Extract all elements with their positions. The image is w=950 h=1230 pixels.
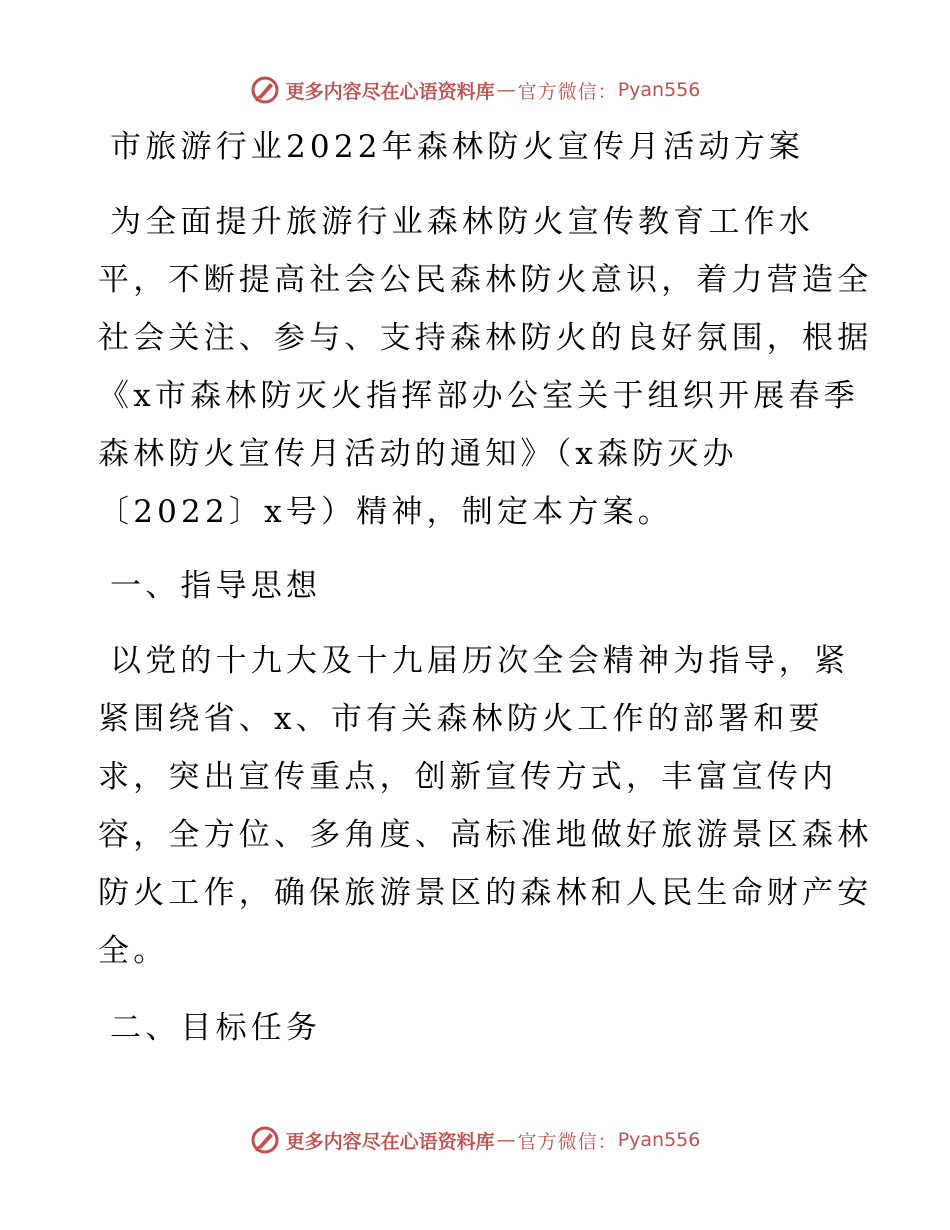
watermark-separator: — [496, 1129, 516, 1151]
page-title: 市旅游行业2022年森林防火宣传月活动方案 [110, 129, 805, 165]
intro-line-5: 森林防火宣传月活动的通知》（x森防灭办 [98, 436, 738, 472]
intro-line-2: 平，不断提高社会公民森林防火意识，着力营造全 [98, 262, 873, 298]
section1-line-2: 紧围绕省、x、市有关森林防火工作的部署和要 [98, 701, 824, 737]
watermark-official-label: 官方微信： [517, 1130, 618, 1153]
section-heading-guiding: 一、指导思想 [110, 568, 322, 604]
watermark-official-label: 官方微信： [517, 80, 618, 103]
watermark-wechat-id: Pyan556 [617, 79, 701, 101]
footer-watermark [0, 1120, 950, 1160]
header-watermark [0, 70, 950, 110]
section1-line-6: 全。 [98, 933, 169, 969]
quill-circle-icon [250, 75, 280, 105]
watermark-site-text: 更多内容尽在心语资料库 [285, 1130, 495, 1153]
section-heading-goals: 二、目标任务 [110, 1010, 322, 1046]
intro-line-1: 为全面提升旅游行业森林防火宣传教育工作水 [110, 204, 814, 240]
section1-line-5: 防火工作，确保旅游景区的森林和人民生命财产安 [98, 875, 873, 911]
watermark-wechat-id: Pyan556 [617, 1129, 701, 1151]
intro-line-3: 社会关注、参与、支持森林防火的良好氛围，根据 [98, 320, 873, 356]
watermark-separator: — [496, 79, 516, 101]
watermark-site-text: 更多内容尽在心语资料库 [285, 80, 495, 103]
section1-line-3: 求，突出宣传重点，创新宣传方式，丰富宣传内 [98, 759, 838, 795]
section1-line-4: 容，全方位、多角度、高标准地做好旅游景区森林 [98, 817, 873, 853]
intro-line-6: 〔2022〕x号）精神，制定本方案。 [98, 494, 673, 530]
section1-line-1: 以党的十九大及十九届历次全会精神为指导，紧 [110, 643, 850, 679]
quill-circle-icon [250, 1125, 280, 1155]
intro-line-4: 《x市森林防灭火指挥部办公室关于组织开展春季 [98, 378, 859, 414]
